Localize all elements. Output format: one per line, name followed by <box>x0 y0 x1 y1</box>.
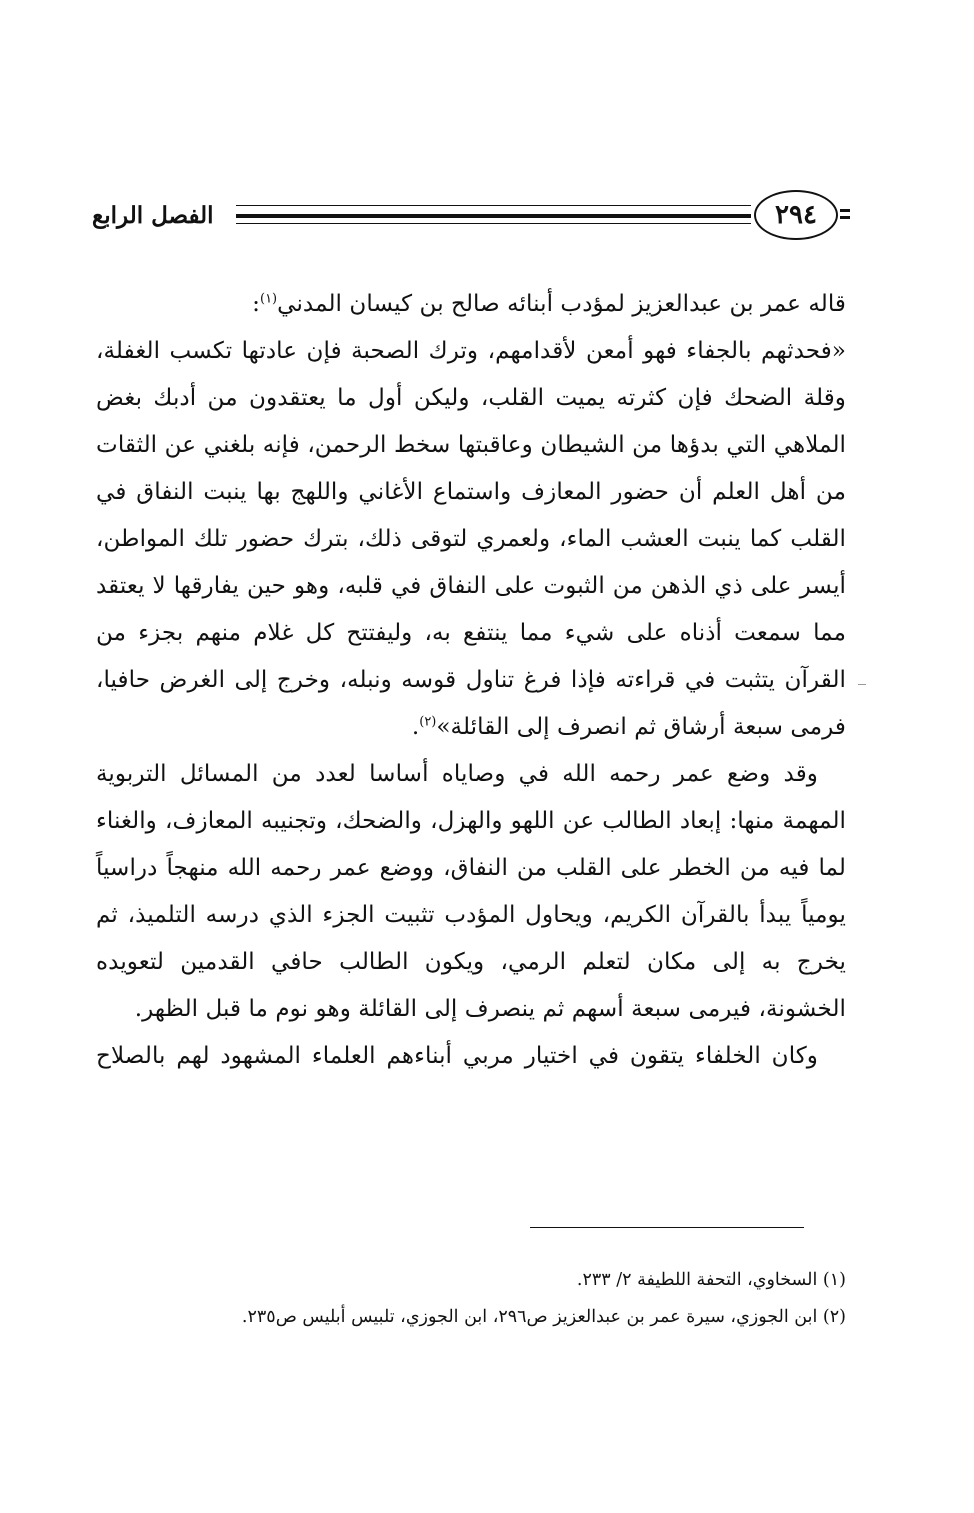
running-header <box>92 196 850 256</box>
paragraph-3: وكان الخلفاء يتقون في اختيار مربي أبناءهم العلماء المشهود لهم بالصلاح <box>96 1042 818 1069</box>
quote-period: . <box>411 713 420 740</box>
footnote-ref-2: (٢) <box>419 714 437 730</box>
footnote-2: (٢) ابن الجوزي، سيرة عمر بن عبدالعزيز ص٢٩٦، ابن الجوزي، تلبيس أبليس ص٢٣٥. <box>241 1307 846 1327</box>
header-rule-end <box>840 209 850 219</box>
chapter-title: الفصل الرابع <box>92 202 214 229</box>
intro-paragraph <box>96 280 846 327</box>
intro-colon: : <box>252 290 260 317</box>
quote-paragraph <box>96 327 846 750</box>
footnote-ref-1: (١) <box>259 291 278 307</box>
intro-text: قاله عمر بن عبدالعزيز لمؤدب أبنائه صالح بن كيسان المدني <box>277 290 846 317</box>
margin-mark <box>858 684 866 685</box>
paragraph-2: وقد وضع عمر رحمه الله في وصاياه أساسا لعدد من المسائل التربوية المهمة منها: إبعاد الطالب عن اللهو والهزل، والضحك، وتجنيبه المعازف، والغناء لما فيه من الخطر على القلب من النفاق، ووضع عمر رحمه الله منهجاً دراسياً يومياً يبدأ بالقرآن الكريم، ويحاول المؤدب تثبيت الجزء الذي درسه التلميذ، ثم يخرج به إلى مكان لتعلم الرمي، ويكون الطالب حافي القدمين لتعويده الخشونة، فيرمى سبعة أسهم ثم ينصرف إلى القائلة وهو نوم ما قبل الظهر. <box>96 760 846 1022</box>
page-body <box>96 280 846 1079</box>
footnote-1: (١) السخاوي، التحفة اللطيفة ٢/ ٢٣٣. <box>576 1270 846 1290</box>
footnotes <box>150 1262 846 1336</box>
header-rule-top <box>236 205 751 206</box>
quote-text: «فحدثهم بالجفاء فهو أمعن لأقدامهم، وترك الصحبة فإن عادتها تكسب الغفلة، وقلة الضحك فإن كثرته يميت القلب، وليكن أول ما يعتقدون من أدبك بغض الملاهي التي بدؤها من الشيطان وعاقبتها سخط الرحمن، فإنه بلغني عن الثقات من أهل العلم أن حضور المعازف واستماع الأغاني واللهج بها ينبت النفاق في القلب كما ينبت العشب الماء، ولعمري لتوقى ذلك، بترك حضور تلك المواطن، أيسر على ذي الذهن من الثبوت على النفاق في قلبه، وهو حين يفارقها لا يعتقد مما سمعت أذناه على شيء مما ينتفع به، وليفتتح كل غلام منهم بجزء من القرآن يتثبت في قراءته فإذا فرغ تناول قوسه ونبله، وخرج إلى الغرض حافيا، فرمى سبعة أرشاق ثم انصرف إلى القائلة» <box>96 337 846 740</box>
header-rule-thick <box>236 214 751 218</box>
header-rule-bottom <box>236 223 751 224</box>
page-number: ٢٩٤ <box>754 190 838 240</box>
footnote-separator <box>530 1227 804 1228</box>
